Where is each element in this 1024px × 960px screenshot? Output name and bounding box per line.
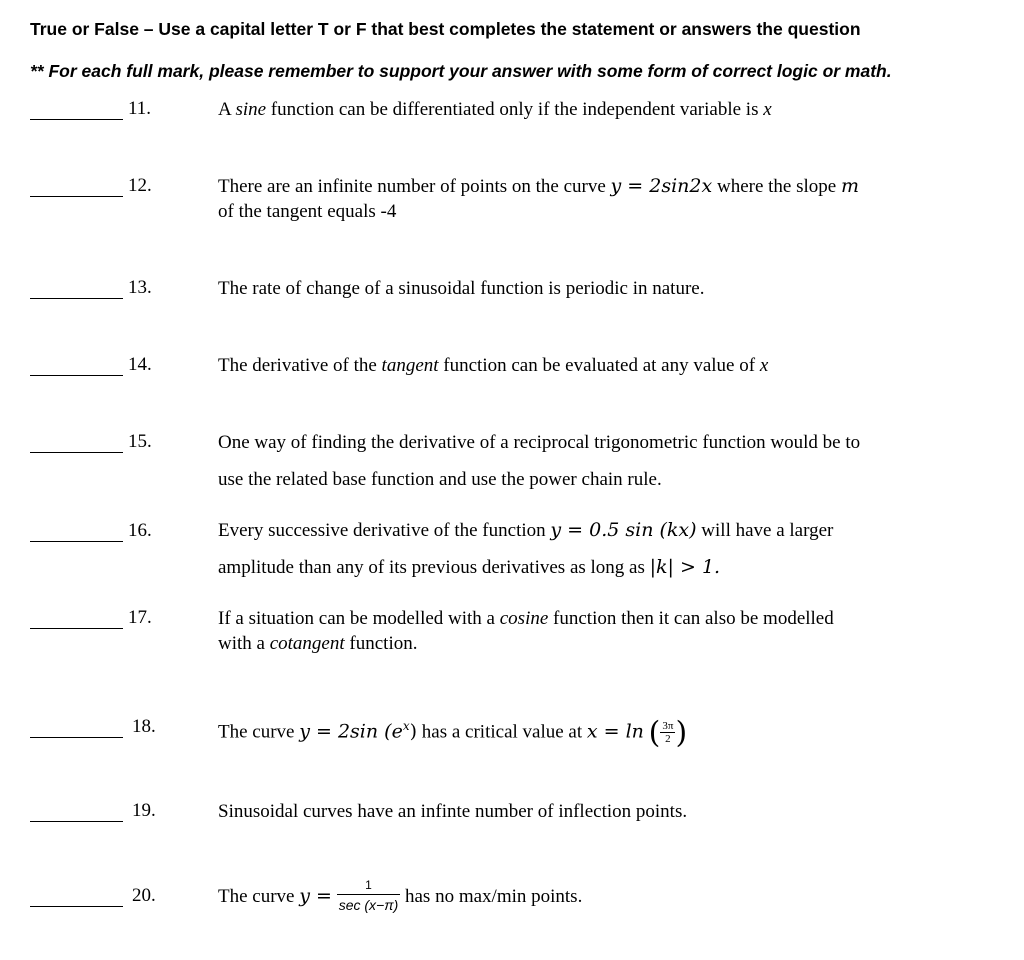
question-text-16: Every successive derivative of the function y = 0.5 sin (kx) will have a larger amplitude than any of its previous derivatives as long as |k| > 1. (218, 519, 834, 578)
question-number-11: 11. (128, 98, 152, 119)
question-number-16: 16. (128, 520, 152, 541)
question-text-15: One way of finding the derivative of a reciprocal trigonometric function would be to use the related base function and use the power chain rule. (218, 432, 861, 490)
answer-blank-17[interactable] (30, 628, 123, 629)
answer-blank-20[interactable] (30, 906, 123, 907)
question-number-15: 15. (128, 431, 152, 452)
question-number-14: 14. (128, 354, 152, 375)
left-paren-icon: ( (648, 715, 661, 751)
question-text-20: The curve y = $\frac{1}{\sec (x-\pi)}$ has no max/min points. (218, 878, 583, 913)
right-paren-icon: ) (675, 715, 688, 751)
question-number-20: 20. (132, 885, 156, 906)
question-number-19: 19. (132, 800, 156, 821)
question-text-17: If a situation can be modelled with a cosine function then it can also be modelled with a cotangent function. (218, 608, 834, 654)
question-text-12: There are an infinite number of points on the curve y = 2sin2x where the slope m of the tangent equals -4 (218, 175, 859, 222)
answer-blank-19[interactable] (30, 821, 123, 822)
instructions-note: ** For each full mark, please remember to support your answer with some form of correct logic or math. (30, 61, 892, 81)
answer-blank-14[interactable] (30, 375, 123, 376)
answer-blank-11[interactable] (30, 119, 123, 120)
instructions-heading: True or False – Use a capital letter T or F that best completes the statement or answers the question (30, 19, 861, 39)
answer-blank-18[interactable] (30, 737, 123, 738)
question-text-13: The rate of change of a sinusoidal function is periodic in nature. (218, 278, 705, 299)
question-number-18: 18. (132, 716, 156, 737)
question-number-12: 12. (128, 175, 152, 196)
question-number-17: 17. (128, 607, 152, 628)
fraction-3pi-over-2: $\frac{3\pi}{2}$ (662, 720, 674, 746)
question-text-14: The derivative of the tangent function can be evaluated at any value of x (218, 355, 769, 376)
question-number-13: 13. (128, 277, 152, 298)
answer-blank-12[interactable] (30, 196, 123, 197)
question-text-19: Sinusoidal curves have an infinte number of inflection points. (218, 801, 688, 822)
fraction-1-over-sec: $\frac{1}{\sec (x-\pi)}$ (338, 878, 399, 913)
answer-blank-13[interactable] (30, 298, 123, 299)
question-text-18: The curve y = 2sin $(e^x)$ has a critical value at x = ln ( $\frac{3\pi}{2}$ ) (218, 715, 688, 751)
question-text-11: A sine function can be differentiated only if the independent variable is x (218, 99, 772, 120)
answer-blank-15[interactable] (30, 452, 123, 453)
answer-blank-16[interactable] (30, 541, 123, 542)
